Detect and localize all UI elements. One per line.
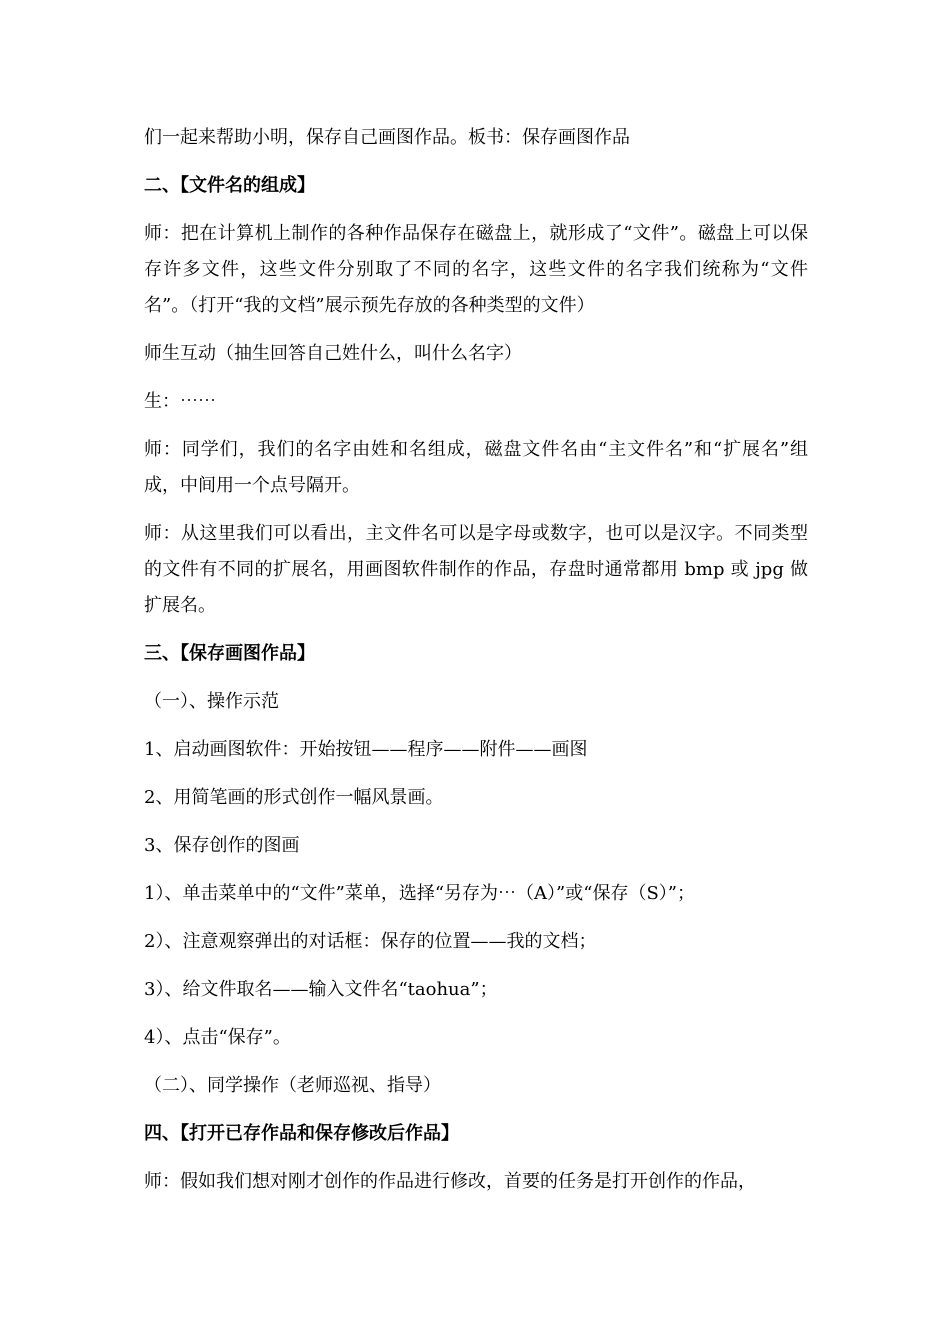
list-item-substep-1: 1）、单击菜单中的“文件”菜单，选择“另存为⋯（A）”或“保存（S）”； [144,883,695,904]
list-item-step-2: 2、用简笔画的形式创作一幅风景画。 [144,787,444,808]
paragraph-student-practice: （二）、同学操作（老师巡视、指导） [144,1075,441,1096]
heading-section-2: 二、【文件名的组成】 [144,175,315,196]
heading-section-3: 三、【保存画图作品】 [144,643,315,664]
paragraph-filename-parts: 师：同学们，我们的名字由姓和名组成，磁盘文件名由“主文件名”和“扩展名”组成，中间用一个点号隔开。 [144,439,808,496]
document-body [144,120,808,1212]
list-item-step-3: 3、保存创作的图画 [144,835,300,856]
paragraph-extensions: 师：从这里我们可以看出，主文件名可以是字母或数字，也可以是汉字。不同类型的文件有不同的扩展名，用画图软件制作的作品，存盘时通常都用 bmp 或 jpg 做扩展名。 [144,523,808,616]
paragraph-student-reply: 生：⋯⋯ [144,391,216,412]
list-item-substep-2: 2）、注意观察弹出的对话框：保存的位置——我的文档； [144,931,597,952]
list-item-substep-3: 3）、给文件取名——输入文件名“taohua”； [144,979,498,1000]
paragraph-filename-intro: 师：把在计算机上制作的各种作品保存在磁盘上，就形成了“文件”。磁盘上可以保存许多文件，这些文件分别取了不同的名字，这些文件的名字我们统称为“文件名”。（打开“我的文档”展示预先存放的各种类型的文件） [144,223,808,316]
list-item-substep-4: 4）、点击“保存”。 [144,1027,291,1048]
paragraph-intro-continuation: 们一起来帮助小明，保存自己画图作品。板书：保存画图作品 [144,127,630,148]
paragraph-open-saved-work: 师：假如我们想对刚才创作的作品进行修改，首要的任务是打开创作的作品， [144,1171,756,1192]
paragraph-demo-title: （一）、操作示范 [144,691,279,712]
list-item-step-1: 1、启动画图软件：开始按钮——程序——附件——画图 [144,739,588,760]
paragraph-interaction: 师生互动（抽生回答自己姓什么，叫什么名字） [144,343,522,364]
heading-section-4: 四、【打开已存作品和保存修改后作品】 [144,1123,459,1144]
